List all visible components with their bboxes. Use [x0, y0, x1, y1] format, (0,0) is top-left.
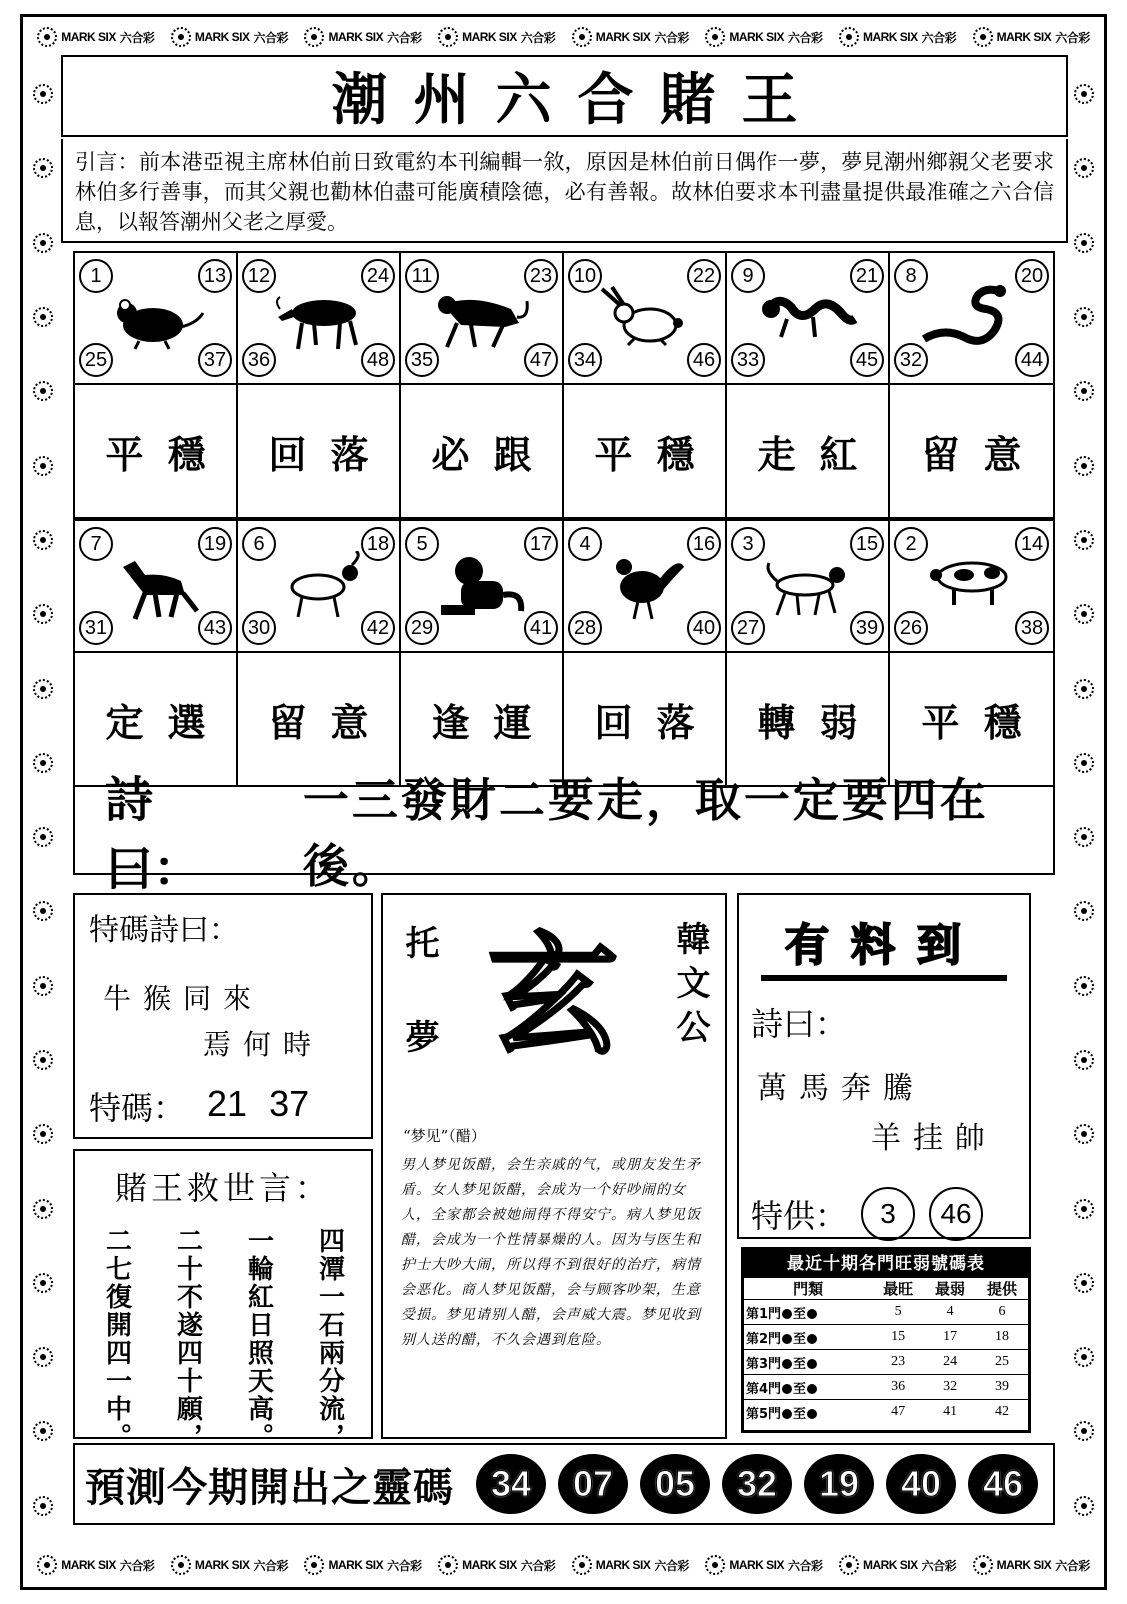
flower-icon — [1074, 901, 1094, 921]
dot-icon — [807, 1384, 817, 1394]
rooster-icon — [594, 551, 694, 623]
zodiac-cell-pig — [890, 521, 1053, 653]
dragon-icon — [757, 283, 857, 355]
number-ball: 2 — [894, 527, 928, 561]
flower-icon — [171, 1555, 191, 1575]
flower-icon — [839, 27, 859, 47]
number-ball: 3 — [861, 1187, 915, 1241]
flower-icon — [572, 1555, 592, 1575]
flower-icon — [33, 381, 53, 401]
special-code-box — [73, 893, 373, 1139]
flower-icon — [1074, 1421, 1094, 1441]
flower-icon — [1074, 456, 1094, 476]
dream-heading: “梦见”（醋） — [403, 1127, 486, 1145]
flower-icon — [33, 456, 53, 476]
news-box — [737, 893, 1031, 1239]
special-code-row — [89, 1083, 357, 1129]
flower-icon — [839, 1555, 859, 1575]
number-ball: 3 — [731, 527, 765, 561]
monkey-icon — [431, 551, 531, 623]
forecast-phrase: 平穩 — [564, 385, 727, 517]
number-ball: 17 — [524, 527, 558, 561]
flower-icon — [572, 27, 592, 47]
flower-icon — [1074, 381, 1094, 401]
number-ball: 5 — [405, 527, 439, 561]
flower-icon — [37, 27, 57, 47]
forecast-phrase: 回落 — [238, 385, 401, 517]
flower-icon — [304, 27, 324, 47]
forecast-phrase: 平穩 — [921, 699, 1046, 745]
number-ball: 43 — [198, 611, 232, 645]
number-ball: 11 — [405, 259, 439, 293]
flower-icon — [33, 1421, 53, 1441]
flower-icon — [973, 1555, 993, 1575]
flower-icon — [33, 84, 53, 104]
number-ball: 39 — [850, 611, 884, 645]
prediction-balls — [476, 1454, 1038, 1514]
number-ball: 05 — [640, 1454, 710, 1514]
flower-icon — [705, 1555, 725, 1575]
number-ball: 45 — [850, 343, 884, 377]
forecast-phrase: 走紅 — [727, 385, 890, 517]
verse-column: 二七復開四一中。 — [101, 1227, 132, 1451]
flower-icon — [33, 1496, 53, 1516]
gambling-king-title: 賭王救世言： — [114, 1169, 331, 1207]
flower-icon — [33, 1273, 53, 1293]
zodiac-cell-rat — [75, 253, 238, 385]
dot-icon — [807, 1409, 817, 1419]
zodiac-cell-dog — [727, 521, 890, 653]
verse-column: 四潭一石兩分流， — [314, 1227, 345, 1451]
flower-icon — [33, 530, 53, 550]
special-code-1: 21 — [207, 1083, 248, 1124]
pig-icon — [920, 551, 1020, 623]
tiger-icon — [431, 283, 531, 355]
table-row: 第2門 至 15 17 18 — [744, 1325, 1028, 1350]
zodiac-cell-snake — [890, 253, 1053, 385]
flower-icon — [33, 976, 53, 996]
dot-icon — [807, 1309, 817, 1319]
flower-icon — [171, 27, 191, 47]
number-ball: 27 — [731, 611, 765, 645]
gambling-king-columns — [81, 1227, 365, 1451]
goat-icon — [268, 551, 368, 623]
flower-icon — [33, 233, 53, 253]
flower-icon — [1074, 1496, 1094, 1516]
flower-icon — [1074, 530, 1094, 550]
number-ball: 8 — [894, 259, 928, 293]
flower-icon — [438, 27, 458, 47]
number-ball: 20 — [1015, 259, 1049, 293]
flower-icon — [1074, 827, 1094, 847]
number-ball: 46 — [929, 1187, 983, 1241]
special-poem-line-1: 牛猴同來 — [103, 982, 264, 1015]
flower-icon — [33, 158, 53, 178]
forecast-phrase: 回落 — [564, 653, 727, 785]
dot-icon — [807, 1359, 817, 1369]
flower-icon — [1074, 1124, 1094, 1144]
flower-icon — [705, 27, 725, 47]
news-poem-line-1: 萬馬奔騰 — [757, 1071, 925, 1106]
prediction-label: 預測今期開出之靈碼 — [85, 1464, 454, 1511]
column-header: 最弱 — [935, 1280, 966, 1298]
dream-side-right: 韓文公 — [670, 921, 710, 1053]
flower-icon — [1074, 604, 1094, 624]
flower-icon — [1074, 1050, 1094, 1070]
zodiac-cell-monkey — [401, 521, 564, 653]
number-ball: 34 — [568, 343, 602, 377]
number-ball: 07 — [558, 1454, 628, 1514]
ox-icon — [268, 283, 368, 355]
zodiac-cell-rooster — [564, 521, 727, 653]
number-ball: 9 — [731, 259, 765, 293]
table-row: 第1門 至 5 4 6 — [744, 1300, 1028, 1325]
column-header: 提供 — [987, 1280, 1018, 1298]
dot-icon — [782, 1309, 792, 1319]
prediction-banner — [73, 1443, 1055, 1525]
number-ball: 40 — [886, 1454, 956, 1514]
forecast-phrase: 必跟 — [401, 385, 564, 517]
dot-icon — [782, 1334, 792, 1344]
number-ball: 15 — [850, 527, 884, 561]
zodiac-grid-top — [73, 251, 1055, 519]
number-ball: 46 — [687, 343, 721, 377]
number-ball: 42 — [361, 611, 395, 645]
table-header-row — [744, 1278, 1028, 1300]
flower-icon — [33, 827, 53, 847]
special-poem-line-2: 焉何時 — [203, 1028, 324, 1061]
news-poem-label: 詩曰： — [751, 1005, 848, 1043]
number-ball: 4 — [568, 527, 602, 561]
news-poem-line-2: 羊挂帥 — [871, 1121, 997, 1156]
number-ball: 13 — [198, 259, 232, 293]
flower-icon — [33, 679, 53, 699]
flower-icon — [33, 1050, 53, 1070]
number-ball: 29 — [405, 611, 439, 645]
number-ball: 7 — [79, 527, 113, 561]
dot-icon — [782, 1409, 792, 1419]
flower-icon — [1074, 1199, 1094, 1219]
gambling-king-box — [73, 1149, 373, 1451]
flower-icon — [33, 1199, 53, 1219]
masthead — [61, 55, 1068, 137]
forecast-phrase: 留意 — [238, 653, 401, 785]
number-ball: 26 — [894, 611, 928, 645]
zodiac-cell-ox — [238, 253, 401, 385]
news-special-label: 特供： — [751, 1197, 848, 1235]
rabbit-icon — [594, 283, 694, 355]
zodiac-cell-goat — [238, 521, 401, 653]
verse-column: 二十不遂四十願， — [172, 1227, 203, 1451]
flower-icon — [1074, 307, 1094, 327]
flower-icon — [1074, 679, 1094, 699]
special-code-label: 特碼： — [89, 1089, 186, 1127]
news-special-row — [751, 1187, 1017, 1241]
forecast-phrase: 平穩 — [75, 385, 238, 517]
special-code-title: 特碼詩曰： — [89, 913, 239, 948]
flower-icon — [1074, 233, 1094, 253]
forecast-phrase: 逢運 — [401, 653, 564, 785]
flower-icon — [37, 1555, 57, 1575]
newspaper-page — [20, 14, 1107, 1590]
forecast-phrase: 留意 — [921, 431, 1046, 477]
flower-icon — [1074, 1347, 1094, 1367]
number-ball: 1 — [79, 259, 113, 293]
stats-table — [744, 1278, 1028, 1425]
zodiac-cell-horse — [75, 521, 238, 653]
column-header: 門類 — [793, 1280, 824, 1298]
number-ball: 44 — [1015, 343, 1049, 377]
dream-side-left: 托夢 — [399, 925, 439, 1113]
special-code-2: 37 — [269, 1083, 310, 1124]
flower-icon — [33, 753, 53, 773]
number-ball: 16 — [687, 527, 721, 561]
number-ball: 34 — [476, 1454, 546, 1514]
bottom-border-band: MARK SIX 六合彩 MARK SIX 六合彩 MARK SIX 六合彩 MARK SIX 六合彩 MARK SIX 六合彩 MARK SIX 六合彩 MARK SIX 六合彩 MARK SIX 六合彩 — [29, 1547, 1098, 1583]
number-ball: 36 — [242, 343, 276, 377]
rat-icon — [105, 283, 205, 355]
number-ball: 32 — [894, 343, 928, 377]
table-row: 第5門 至 47 41 42 — [744, 1400, 1028, 1425]
forecast-phrase: 轉弱 — [727, 653, 890, 785]
zodiac-grid-bottom — [73, 519, 1055, 787]
number-ball: 28 — [568, 611, 602, 645]
number-ball: 25 — [79, 343, 113, 377]
flower-icon — [973, 27, 993, 47]
number-ball: 46 — [968, 1454, 1038, 1514]
dot-icon — [807, 1334, 817, 1344]
flower-icon — [438, 1555, 458, 1575]
number-ball: 19 — [198, 527, 232, 561]
zodiac-cell-dragon — [727, 253, 890, 385]
flower-icon — [1074, 976, 1094, 996]
number-ball: 10 — [568, 259, 602, 293]
number-ball: 41 — [524, 611, 558, 645]
number-ball: 6 — [242, 527, 276, 561]
number-ball: 30 — [242, 611, 276, 645]
page-title: 潮州六合賭王 — [331, 67, 824, 133]
number-ball: 40 — [687, 611, 721, 645]
number-ball: 22 — [687, 259, 721, 293]
zodiac-cell-tiger — [401, 253, 564, 385]
column-header: 最旺 — [883, 1280, 914, 1298]
zodiac-cell-rabbit — [564, 253, 727, 385]
flower-icon — [1074, 753, 1094, 773]
horse-icon — [105, 551, 205, 623]
intro-paragraph: 引言：前本港亞視主席林伯前日致電約本刊編輯一敘，原因是林伯前日偶作一夢，夢見潮州鄉親父老要求林伯多行善事，而其父親也勸林伯盡可能廣積陰德，必有善報。故林伯要求本刊盡量提供最准確之六合信息，以報答潮州父老之厚愛。 — [61, 139, 1068, 243]
number-ball: 48 — [361, 343, 395, 377]
number-ball: 38 — [1015, 611, 1049, 645]
number-ball: 18 — [361, 527, 395, 561]
flower-icon — [304, 1555, 324, 1575]
poem-label: 詩曰： — [105, 772, 202, 897]
number-ball: 23 — [524, 259, 558, 293]
flower-icon — [33, 1347, 53, 1367]
content-area — [61, 55, 1068, 1549]
dream-interpretation-box — [381, 893, 727, 1439]
number-ball: 35 — [405, 343, 439, 377]
flower-icon — [1074, 84, 1094, 104]
number-ball: 12 — [242, 259, 276, 293]
number-ball: 19 — [804, 1454, 874, 1514]
number-ball: 32 — [722, 1454, 792, 1514]
poem-text: 一三發財二要走，取一定要四在後。 — [302, 773, 989, 893]
dog-icon — [757, 551, 857, 623]
top-border-band: MARK SIX 六合彩 MARK SIX 六合彩 MARK SIX 六合彩 MARK SIX 六合彩 MARK SIX 六合彩 MARK SIX 六合彩 MARK SIX 六合彩 MARK SIX 六合彩 — [29, 19, 1098, 55]
number-ball: 37 — [198, 343, 232, 377]
flower-icon — [33, 1124, 53, 1144]
number-ball: 24 — [361, 259, 395, 293]
table-row: 第4門 至 36 32 39 — [744, 1375, 1028, 1400]
number-ball: 21 — [850, 259, 884, 293]
left-border-band — [25, 57, 61, 1543]
flower-icon — [33, 901, 53, 921]
poem-banner — [73, 772, 1055, 897]
dream-big-character: 玄 — [488, 918, 619, 1072]
verse-column: 一輪紅日照天高。 — [243, 1227, 274, 1451]
snake-icon — [920, 283, 1020, 355]
forecast-phrase: 定選 — [75, 653, 238, 785]
news-title: 有料到 — [761, 909, 1007, 981]
number-ball: 14 — [1015, 527, 1049, 561]
number-ball: 31 — [79, 611, 113, 645]
number-ball: 33 — [731, 343, 765, 377]
dot-icon — [782, 1384, 792, 1394]
dot-icon — [782, 1359, 792, 1369]
door-stats-table — [741, 1247, 1031, 1433]
table-row: 第3門 至 23 24 25 — [744, 1350, 1028, 1375]
flower-icon — [1074, 158, 1094, 178]
flower-icon — [33, 307, 53, 327]
flower-icon — [33, 604, 53, 624]
table-title: 最近十期各門旺弱號碼表 — [744, 1250, 1028, 1278]
dream-text: 男人梦见饭醋，会生亲戚的气，或朋友发生矛盾。女人梦见饭醋，会成为一个好吵闹的女人，全家都会被她闹得不得安宁。病人梦见饭醋，会成为一个性情暴燥的人。因为与医生和护士大吵大闹，所以得不到很好的治疗，病情会恶化。商人梦见饭醋，会与顾客吵架，生意受损。梦见请别人醋，会声威大震。梦见收到别人送的醋，不久会遇到危险。 — [401, 1157, 701, 1348]
right-border-band — [1066, 57, 1102, 1543]
number-ball: 47 — [524, 343, 558, 377]
flower-icon — [1074, 1273, 1094, 1293]
